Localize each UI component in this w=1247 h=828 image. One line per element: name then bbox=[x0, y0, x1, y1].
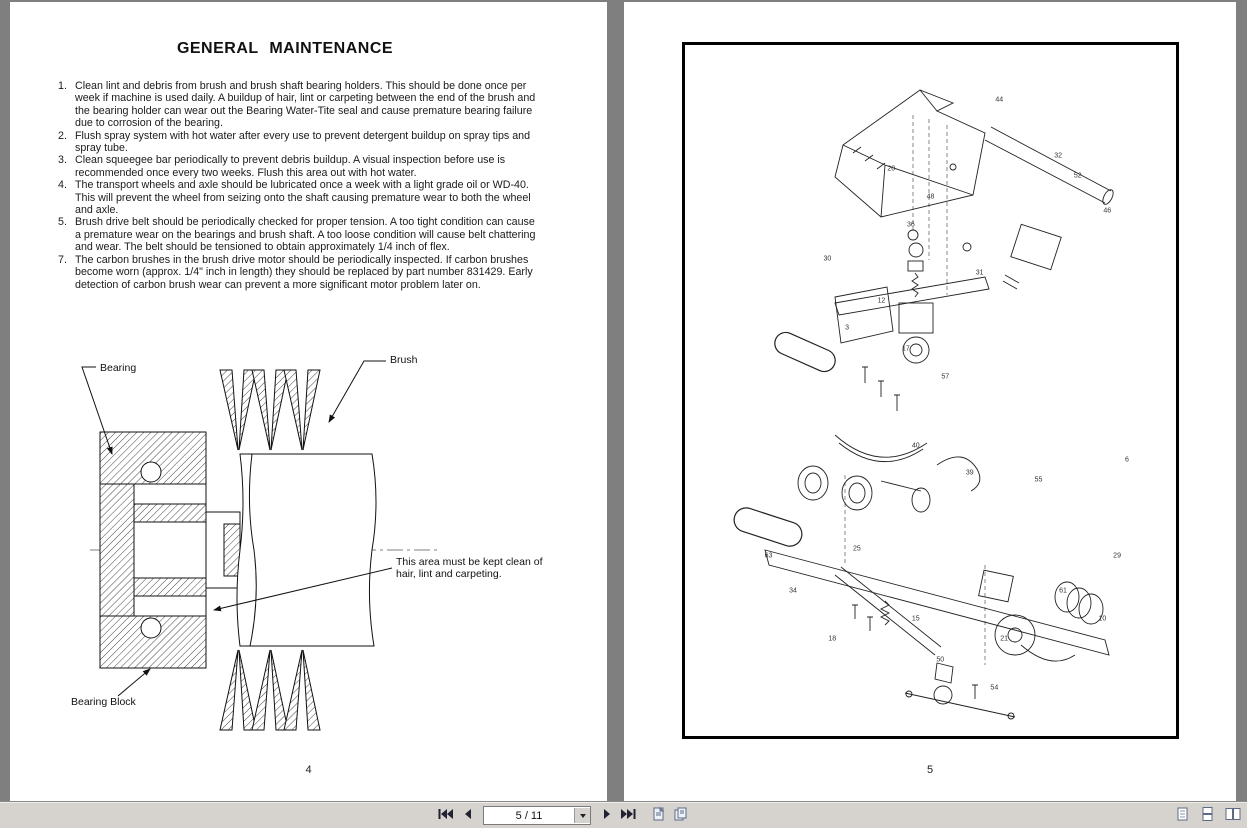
item-text: Flush spray system with hot water after every use to prevent detergent buildup on spray tips and spray tube. bbox=[75, 129, 531, 155]
part-number: 20 bbox=[887, 165, 896, 173]
facing-pages-view-button[interactable] bbox=[1223, 806, 1242, 825]
last-page-button[interactable] bbox=[619, 806, 638, 825]
item-number: 1. bbox=[58, 80, 67, 92]
part-number: 55 bbox=[1034, 476, 1043, 484]
continuous-view-button[interactable] bbox=[1198, 806, 1217, 825]
list-item bbox=[58, 216, 542, 253]
part-number: 12 bbox=[877, 297, 886, 305]
continuous-view-icon bbox=[1201, 807, 1214, 824]
item-number: 3. bbox=[58, 154, 67, 167]
part-number: 10 bbox=[1098, 615, 1107, 623]
item-text: Brush drive belt should be periodically checked for proper tension. A too tight condition can cause a premature wear on the bearings and brush shaft. A too loose condition will cause belt chattering and wear. The belt should be tensioned to obtain approximately 1/4 inch of flex. bbox=[75, 216, 536, 254]
bearing-brush-drawing bbox=[38, 354, 583, 736]
part-number: 32 bbox=[1054, 152, 1063, 160]
label-keep-clean: This area must be kept clean of hair, lint and carpeting. bbox=[396, 556, 543, 580]
part-number: 25 bbox=[852, 545, 861, 553]
list-item bbox=[58, 179, 542, 216]
page-number-right: 5 bbox=[926, 764, 934, 776]
label-bearing-block: Bearing Block bbox=[71, 696, 136, 708]
page-number-left: 4 bbox=[305, 764, 312, 776]
part-number: 17 bbox=[902, 345, 910, 353]
page-layout-group bbox=[1173, 803, 1242, 828]
item-text: Clean lint and debris from brush and brush shaft bearing holders. This should be done once per week if machine is used daily. A buildup of hair, lint or carpeting between the end of the brush and the bearing holder can wear out the Bearing Water-Tite seal and cause premature bearing failure due to corrosion of the bearing. bbox=[75, 80, 536, 130]
document-page-left bbox=[10, 2, 607, 802]
part-number: 15 bbox=[911, 615, 920, 623]
next-page-icon bbox=[602, 808, 612, 823]
single-page-view-icon bbox=[1176, 807, 1189, 824]
maintenance-list bbox=[58, 80, 542, 291]
single-page-view-button[interactable] bbox=[1173, 806, 1192, 825]
part-number: 36 bbox=[906, 221, 915, 229]
first-page-button[interactable] bbox=[436, 806, 455, 825]
bearing-brush-figure bbox=[38, 354, 583, 736]
part-number: 31 bbox=[975, 269, 984, 277]
document-page-right bbox=[624, 2, 1236, 802]
capture-page-icon bbox=[652, 807, 666, 824]
page-number-field[interactable]: 5 / 11 bbox=[515, 809, 543, 822]
part-number: 63 bbox=[764, 552, 773, 560]
page-combo-dropdown-icon bbox=[580, 814, 586, 818]
last-page-icon bbox=[621, 808, 636, 823]
item-text: The carbon brushes in the brush drive motor should be periodically inspected. If carbon brushes become worn (approx. 1/4" inch in length) they should be replaced by part number 831429. Early detection of carbon brush wear can prevent a more significant motor problem later on. bbox=[75, 253, 533, 291]
page-title: GENERAL MAINTENANCE bbox=[176, 40, 394, 57]
part-number: 6 bbox=[1124, 456, 1129, 464]
part-number: 40 bbox=[911, 442, 920, 450]
copy-page-icon bbox=[674, 807, 688, 824]
part-number: 18 bbox=[828, 635, 837, 643]
item-number: 4. bbox=[58, 179, 67, 192]
part-number: 3 bbox=[845, 324, 849, 332]
copy-page-button[interactable] bbox=[671, 806, 690, 825]
label-brush: Brush bbox=[390, 354, 418, 366]
part-number: 30 bbox=[823, 255, 832, 263]
part-number: 48 bbox=[926, 193, 935, 201]
previous-page-button[interactable] bbox=[458, 806, 477, 825]
part-number: 44 bbox=[995, 96, 1004, 104]
next-page-button[interactable] bbox=[597, 806, 616, 825]
part-number: 34 bbox=[789, 587, 797, 595]
item-text: The transport wheels and axle should be lubricated once a week with a light grade oil or WD-40. This will prevent the wheel from seizing onto the shaft causing premature wear to both the wheel and axle. bbox=[75, 179, 531, 217]
part-number: 50 bbox=[936, 656, 945, 664]
exploded-parts-figure bbox=[682, 42, 1179, 739]
part-number: 52 bbox=[1073, 172, 1082, 180]
part-number: 54 bbox=[990, 684, 999, 692]
part-number: 29 bbox=[1113, 552, 1121, 560]
item-number: 2. bbox=[58, 129, 67, 142]
list-item bbox=[58, 80, 542, 130]
page-navigation-group bbox=[436, 803, 690, 828]
item-text: Clean squeegee bar periodically to prevent debris buildup. A visual inspection before use is recommended once every two weeks. Flush this area out with hot water. bbox=[75, 154, 506, 179]
part-number: 39 bbox=[965, 469, 974, 477]
item-number: 5. bbox=[58, 216, 67, 229]
page-number-combobox[interactable] bbox=[483, 806, 591, 825]
capture-page-button[interactable] bbox=[649, 806, 668, 825]
first-page-icon bbox=[438, 808, 453, 823]
pdf-viewer-toolbar bbox=[0, 802, 1247, 828]
part-number: 57 bbox=[941, 373, 950, 381]
facing-pages-view-icon bbox=[1225, 807, 1241, 824]
part-number: 46 bbox=[1103, 207, 1112, 215]
part-number: 21 bbox=[1000, 635, 1009, 643]
list-item bbox=[58, 154, 542, 179]
label-bearing: Bearing bbox=[100, 362, 137, 374]
previous-page-icon bbox=[463, 808, 473, 823]
list-item bbox=[58, 130, 542, 155]
page-combo-dropdown-button[interactable] bbox=[574, 808, 590, 823]
item-number: 7. bbox=[58, 253, 67, 266]
parts-callouts bbox=[685, 45, 1176, 736]
list-item bbox=[58, 254, 542, 291]
part-number: 61 bbox=[1059, 587, 1067, 595]
